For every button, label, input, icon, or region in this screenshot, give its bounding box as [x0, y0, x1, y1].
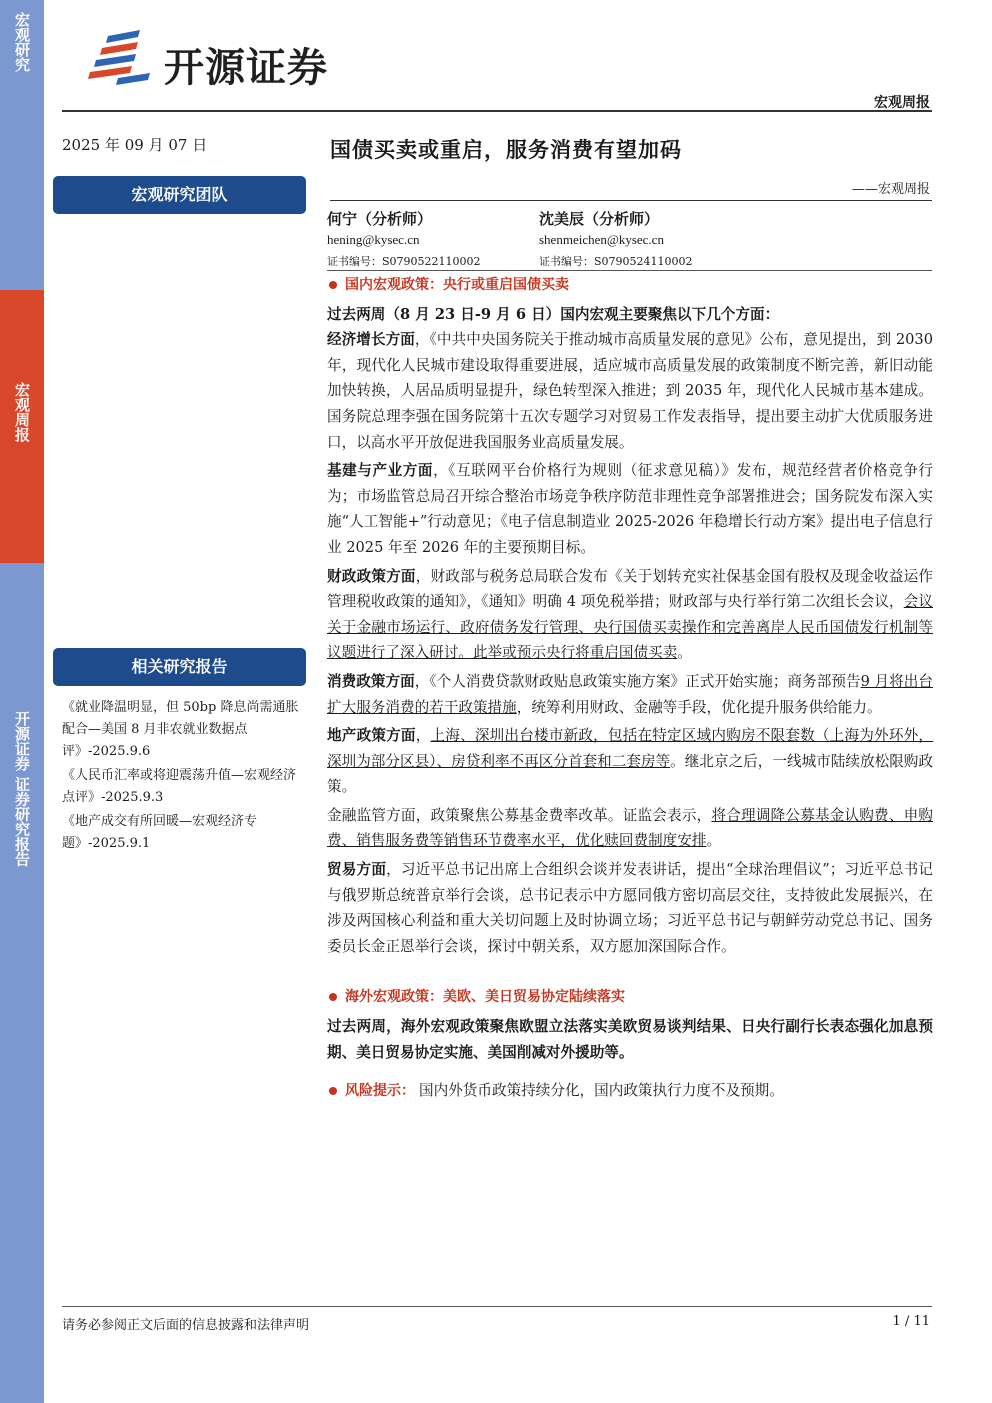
footer-disclaimer: 请务必参阅正文后面的信息披露和法律声明: [62, 1318, 310, 1333]
brand-name: 开源证券: [164, 45, 328, 91]
analyst-divider: [327, 270, 932, 271]
page-subtitle: ——宏观周报: [851, 182, 930, 197]
paragraph: [327, 458, 933, 560]
para-text: ，: [415, 727, 431, 745]
team-box: 宏观研究团队: [53, 176, 306, 214]
analyst-name: 何宁（分析师）: [327, 210, 433, 228]
page-title: 国债买卖或重启，服务消费有望加码: [330, 138, 682, 162]
header-divider: [62, 110, 932, 112]
para-underline: 将合理调降公募基金认购费、申购费、销售服务费等销售环节费率水平，优化赎回费制度安排: [327, 806, 933, 850]
analyst-cert: 证书编号：S0790522110002: [327, 255, 481, 268]
related-report-link[interactable]: 《地产成交有所回暖—宏观经济专题》-2025.9.1: [62, 814, 258, 851]
analyst-name: 沈美辰（分析师）: [539, 210, 660, 228]
sidebar-top-label: 宏观研究: [13, 12, 31, 72]
sidebar-middle-label: 宏观周报: [13, 382, 31, 442]
paragraph: [327, 564, 933, 666]
risk-text: 国内外货币政策持续分化，国内政策执行力度不及预期。: [419, 1082, 784, 1100]
section-heading-text: 国内宏观政策：央行或重启国债买卖: [345, 277, 569, 293]
sidebar-bottom: [0, 563, 44, 1403]
para-lead: 消费政策方面: [327, 672, 415, 690]
para-underline: 上海、深圳出台楼市新政，包括在特定区域内购房不限套数（上海为外环外，深圳为部分区县）、房贷利率不再区分首套和二套房等: [327, 727, 933, 770]
bullet-icon: [329, 993, 337, 1001]
para-lead: 经济增长方面: [327, 331, 415, 349]
sidebar-bottom-label: 开源证券 证券研究报告: [13, 711, 31, 867]
para-lead: 贸易方面: [327, 861, 387, 879]
paragraph: [327, 327, 933, 455]
footer-divider: [62, 1306, 932, 1307]
related-reports-list: [62, 697, 306, 857]
paragraph: [327, 669, 933, 720]
para-text: 。: [677, 644, 692, 662]
para-lead: 地产政策方面: [327, 727, 416, 745]
risk-line: [327, 1078, 933, 1105]
para-text: ，《互联网平台价格行为规则（征求意见稿）》发布，规范经营者价格竞争行为；市场监管总局召开综合整治市场竞争秩序防范非理性竞争部署推进会；国务院发布深入实施“人工智能+”行动意见；《电子信息制造业 2025-2026 年稳增长行动方案》提出电子信息行业 2025 年至 2026 年的主要预期目标。: [327, 462, 933, 556]
paragraph: [327, 803, 933, 854]
para-lead: 基建与产业方面: [327, 462, 434, 480]
para-text: ，财政部与税务总局联合发布《关于划转充实社保基金国有股权及现金收益运作管理税收政策的通知》，《通知》明确 4 项免税举措；财政部与央行举行第二次组长会议，: [327, 567, 933, 611]
paragraph: [327, 857, 933, 959]
bullet-icon: [329, 281, 337, 289]
paragraph: 过去两周，海外宏观政策聚焦欧盟立法落实美欧贸易谈判结果、日央行副行长表态强化加息预期、美日贸易协定实施、美国削减对外援助等。: [327, 1018, 933, 1061]
section-heading: [327, 984, 933, 1011]
analyst-email[interactable]: hening@kysec.cn: [327, 232, 420, 247]
para-underline: 9 月将出台扩大服务消费的若干政策措施: [327, 672, 933, 716]
analyst-card: [327, 208, 481, 272]
title-divider: [330, 200, 932, 201]
para-text: 。继北京之后，一线城市陆续放松限购政策。: [327, 752, 933, 796]
paragraph: [327, 723, 933, 800]
para-text: 。: [706, 832, 722, 850]
bullet-icon: [329, 1087, 337, 1095]
related-report-link[interactable]: 《人民币汇率或将迎震荡升值—宏观经济点评》-2025.9.3: [62, 768, 297, 805]
para-text: ，统筹利用财政、金融等手段，优化提升服务供给能力。: [516, 698, 882, 716]
sidebar-middle: [0, 290, 44, 563]
section-heading-text: 海外宏观政策：美欧、美日贸易协定陆续落实: [345, 989, 625, 1006]
para-text: ，《个人消费贷款财政贴息政策实施方案》正式开始实施；商务部预告: [414, 672, 861, 690]
para-text: ，《中共中央国务院关于推动城市高质量发展的意见》公布，意见提出，到 2030 年，现代化人民城市建设取得重要进展，适应城市高质量发展的政策制度不断完善，新旧动能加快转换，人居品质明显提升，绿色转型深入推进；到 2035 年，现代化人民城市基本建成。国务院总理李强在国务院第十五次专题学习对贸易工作发表指导，提出要主动扩大优质服务进口，以高水平开放促进我国服务业高质量发展。: [327, 331, 933, 451]
para-underline: 会议关于金融市场运行、政府债务发行管理、央行国债买卖操作和完善离岸人民币国债发行机制等议题进行了深入研讨。此举或预示央行将重启国债买卖: [327, 593, 933, 662]
para-text: ，习近平总书记出席上合组织会谈并发表讲话，提出“全球治理倡议”；习近平总书记与俄罗斯总统普京举行会谈，总书记表示中方愿同俄方密切高层交往，支持彼此发展振兴，在涉及两国核心利益和重大关切问题上及时协调立场；习近平总书记与朝鲜劳动党总书记、国务委员长金正恩举行会谈，探讨中朝关系，双方愿加深国际合作。: [327, 861, 933, 955]
intro-line: 过去两周（8 月 23 日-9 月 6 日）国内宏观主要聚焦以下几个方面：: [327, 305, 780, 323]
para-lead: 财政政策方面: [327, 567, 416, 585]
analyst-cert: 证书编号：S0790524110002: [539, 255, 693, 268]
para-text: 金融监管方面，政策聚焦公募基金费率改革。证监会表示，: [327, 806, 712, 824]
related-reports-box: 相关研究报告: [53, 648, 306, 686]
analyst-email[interactable]: shenmeichen@kysec.cn: [539, 232, 664, 247]
analyst-card: [539, 208, 693, 272]
risk-heading: 风险提示：: [345, 1083, 415, 1100]
page-number: 1 / 11: [892, 1314, 930, 1329]
report-body: [327, 272, 933, 1108]
related-report-link[interactable]: 《就业降温明显，但 50bp 降息尚需通胀配合—美国 8 月非农就业数据点评》-2025.9.6: [62, 700, 299, 759]
section-heading: [327, 272, 933, 299]
report-type: 宏观周报: [874, 95, 930, 111]
report-date: 2025 年 09 月 07 日: [62, 136, 208, 154]
sidebar-top: [0, 0, 44, 290]
